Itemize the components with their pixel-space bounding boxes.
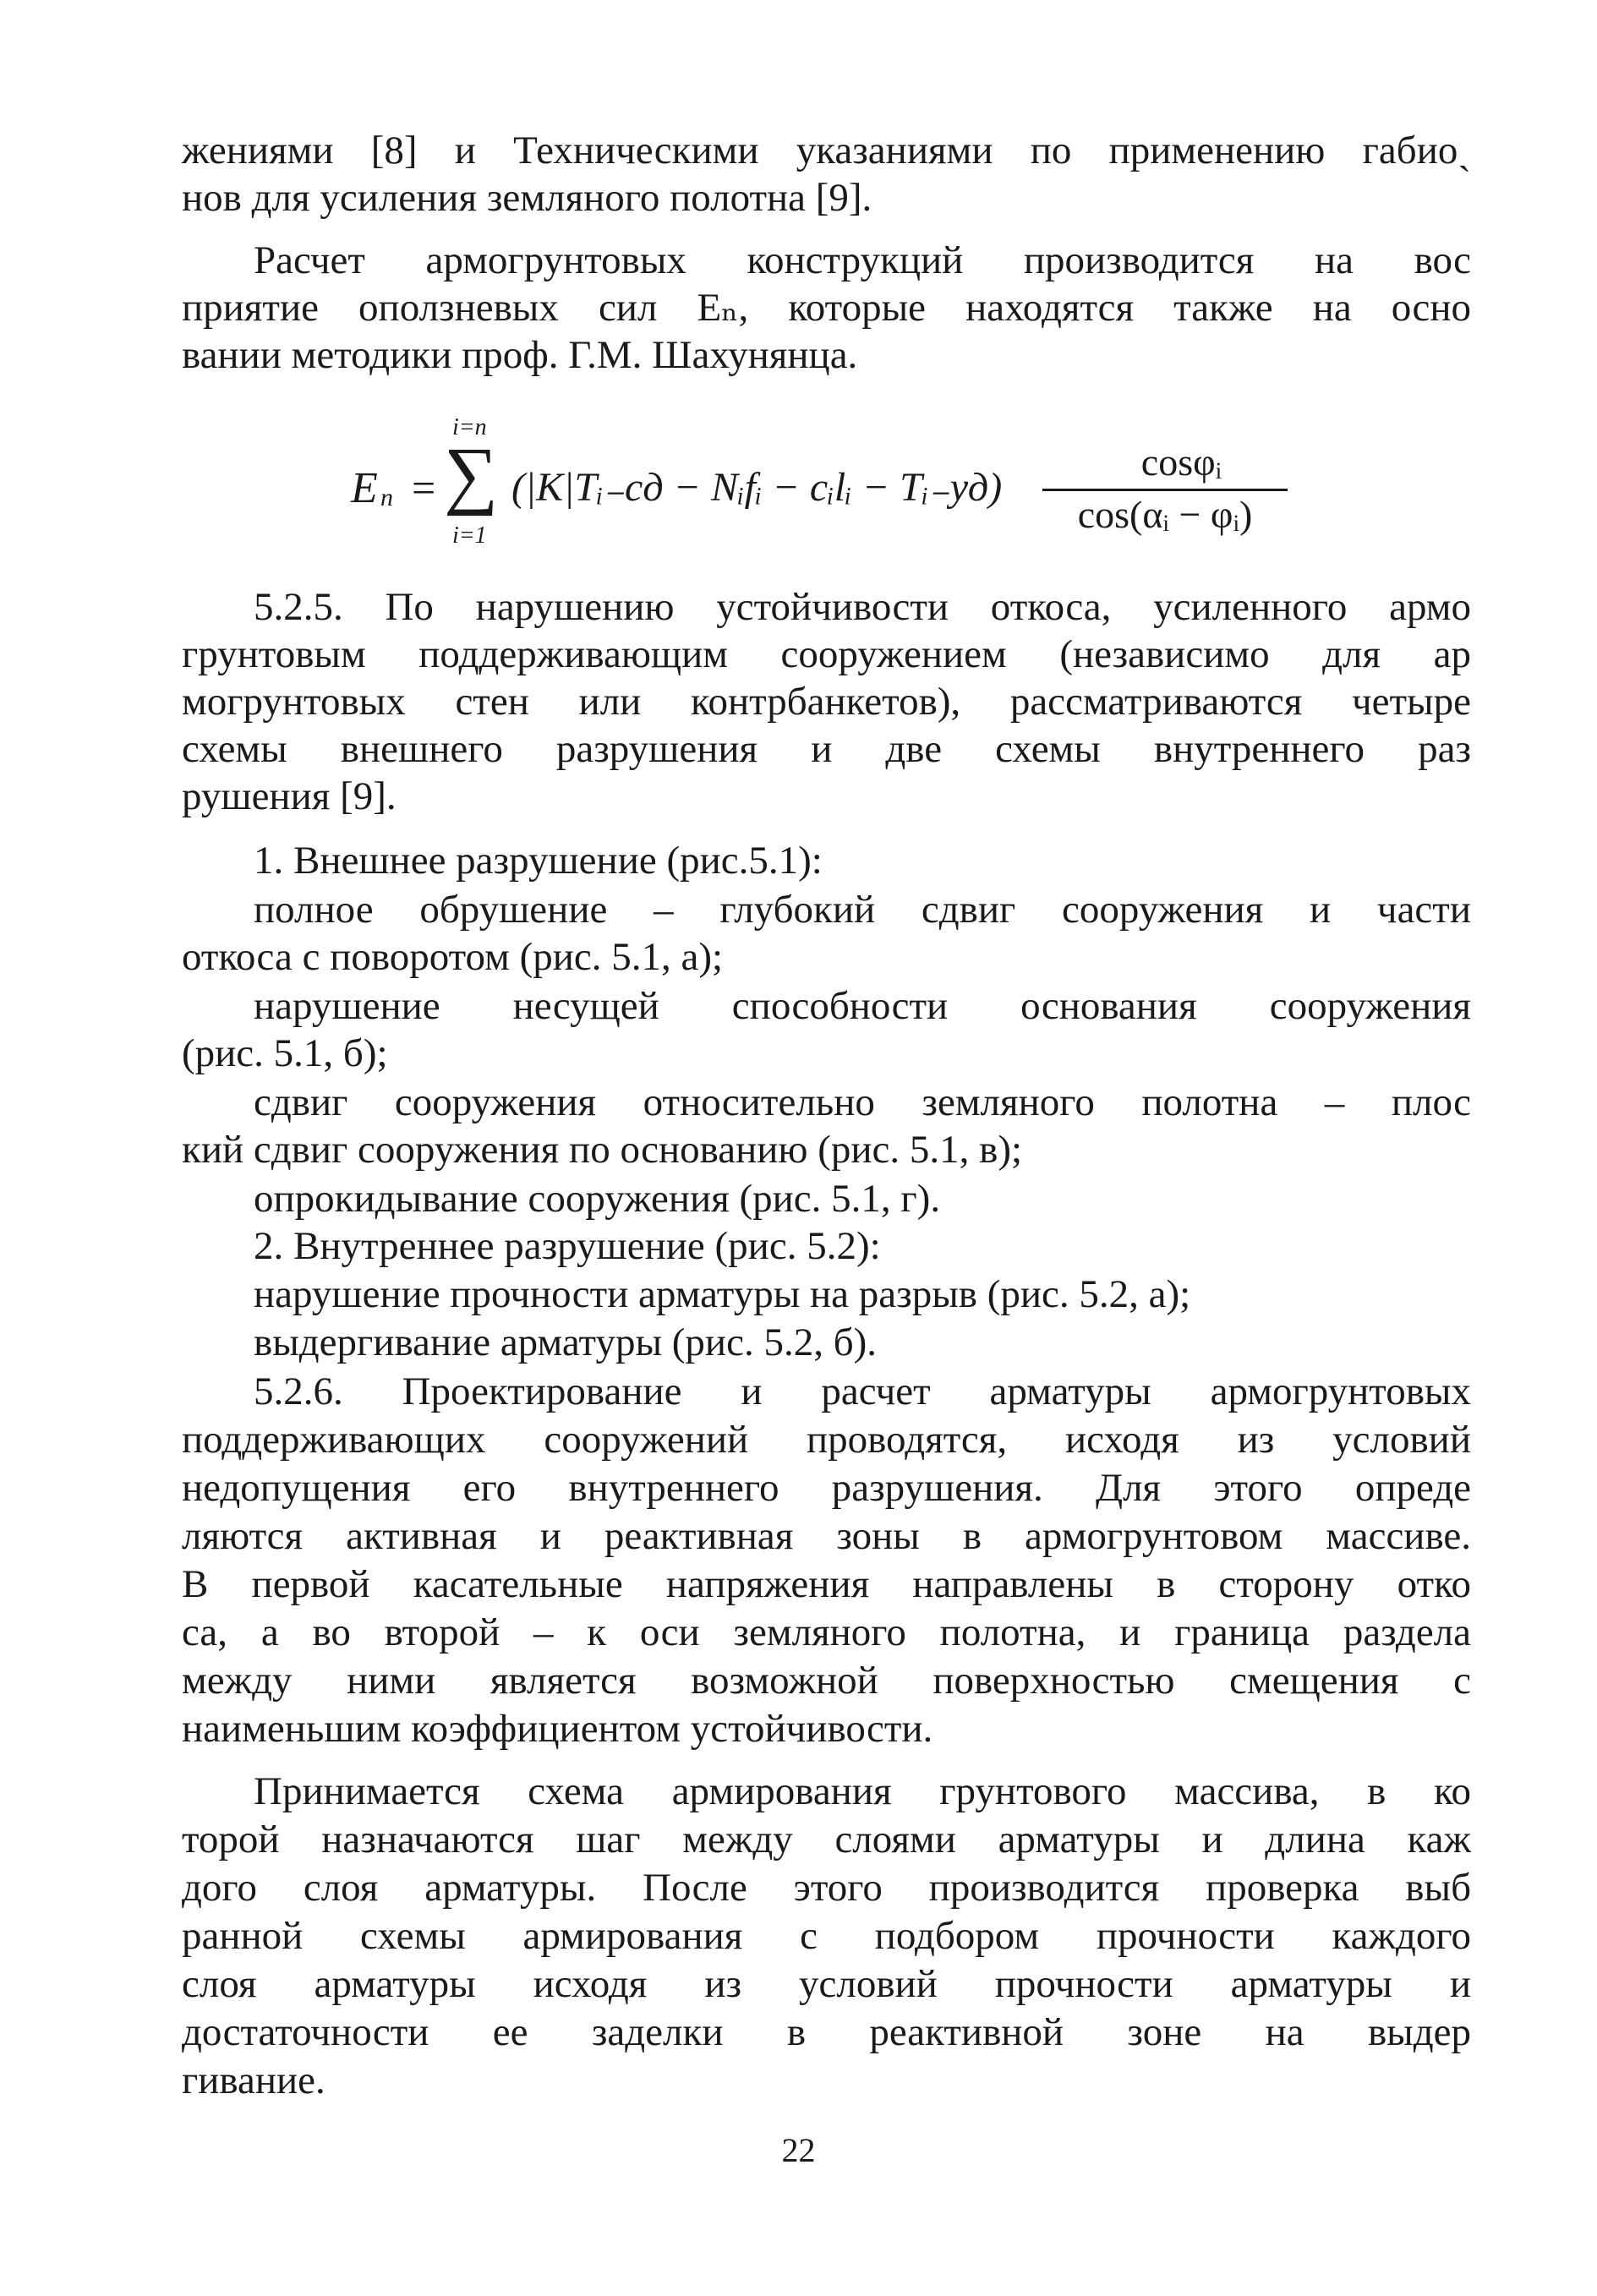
text-line: нарушение несущей способности основания сооружения xyxy=(254,984,1471,1028)
formula-lhs-sub: n xyxy=(380,484,393,511)
text-line: выдергивание арматуры (рис. 5.2, б). xyxy=(254,1320,878,1364)
text-line: откоса с поворотом (рис. 5.1, а); xyxy=(182,935,724,979)
formula-denominator: cos(αᵢ − φᵢ) xyxy=(1077,493,1253,536)
text-line: вании методики проф. Г.М. Шахунянца. xyxy=(182,333,858,377)
text-line: ляются активная и реактивная зоны в армогрунтовом массиве. xyxy=(182,1514,1471,1558)
text-line: 5.2.5. По нарушению устойчивости откоса, усиленного армо xyxy=(254,585,1471,629)
text-line: рушения [9]. xyxy=(182,774,397,818)
text-line: слоя арматуры исходя из условий прочности арматуры и xyxy=(182,1962,1471,2006)
formula-lhs: E xyxy=(351,464,378,512)
formula-equals: = xyxy=(412,464,436,511)
text-line: 2. Внутреннее разрушение (рис. 5.2): xyxy=(254,1224,881,1268)
text-line: 5.2.6. Проектирование и расчет арматуры армогрунтовых xyxy=(254,1369,1471,1413)
text-line: торой назначаются шаг между слоями арматуры и длина каж xyxy=(182,1818,1471,1861)
text-line: 1. Внешнее разрушение (рис.5.1): xyxy=(254,839,823,883)
formula-landslide-force xyxy=(334,414,1289,566)
sum-icon: ∑ xyxy=(444,433,499,517)
text-line: наименьшим коэффициентом устойчивости. xyxy=(182,1707,933,1751)
text-line: нарушение прочности арматуры на разрыв (рис. 5.2, а); xyxy=(254,1272,1191,1316)
formula-sum-upper: i=n xyxy=(452,414,487,440)
text-line: опрокидывание сооружения (рис. 5.1, г). xyxy=(254,1177,941,1221)
formula-body: (|K|Tᵢ₋сд − Nᵢfᵢ − cᵢlᵢ − Tᵢ₋уд) xyxy=(511,465,1003,510)
text-line: кий сдвиг сооружения по основанию (рис. 5.1, в); xyxy=(182,1128,1023,1172)
text-line: ранной схемы армирования с подбором прочности каждого xyxy=(182,1914,1471,1958)
fraction-bar xyxy=(1042,489,1288,491)
formula-sum-lower: i=1 xyxy=(452,522,487,549)
text-line: Принимается схема армирования грунтового массива, в ко xyxy=(254,1769,1471,1813)
text-line: могрунтовых стен или контрбанкетов), рассматриваются четыре xyxy=(182,680,1471,724)
text-line: жениями [8] и Техническими указаниями по применению габиоˎ xyxy=(182,128,1471,172)
text-line: (рис. 5.1, б); xyxy=(182,1031,388,1075)
text-line: В первой касательные напряжения направлены в сторону отко xyxy=(182,1562,1471,1606)
text-line: достаточности ее заделки в реактивной зоне на выдер xyxy=(182,2010,1471,2054)
text-line: дого слоя арматуры. После этого производится проверка выб xyxy=(182,1866,1471,1910)
text-line: гивание. xyxy=(182,2058,325,2102)
text-line: схемы внешнего разрушения и две схемы внутреннего раз xyxy=(182,727,1471,771)
text-line: Расчет армогрунтовых конструкций производится на вос xyxy=(254,238,1471,282)
text-line: сдвиг сооружения относительно земляного полотна – плос xyxy=(254,1080,1471,1124)
text-line: приятие оползневых сил Eₙ, которые находятся также на осно xyxy=(182,286,1471,330)
text-line: грунтовым поддерживающим сооружением (независимо для ар xyxy=(182,632,1471,676)
formula-numerator: cosφᵢ xyxy=(1140,440,1222,484)
text-line: нов для усиления земляного полотна [9]. xyxy=(182,176,872,220)
text-line: са, а во второй – к оси земляного полотна, и граница раздела xyxy=(182,1610,1471,1654)
text-line: поддерживающих сооружений проводятся, исходя из условий xyxy=(182,1418,1471,1462)
text-line: недопущения его внутреннего разрушения. Для этого опреде xyxy=(182,1466,1471,1510)
text-line: между ними является возможной поверхностью смещения с xyxy=(182,1659,1471,1703)
text-line: полное обрушение – глубокий сдвиг сооружения и части xyxy=(254,888,1471,932)
page-number: 22 xyxy=(781,2131,816,2169)
